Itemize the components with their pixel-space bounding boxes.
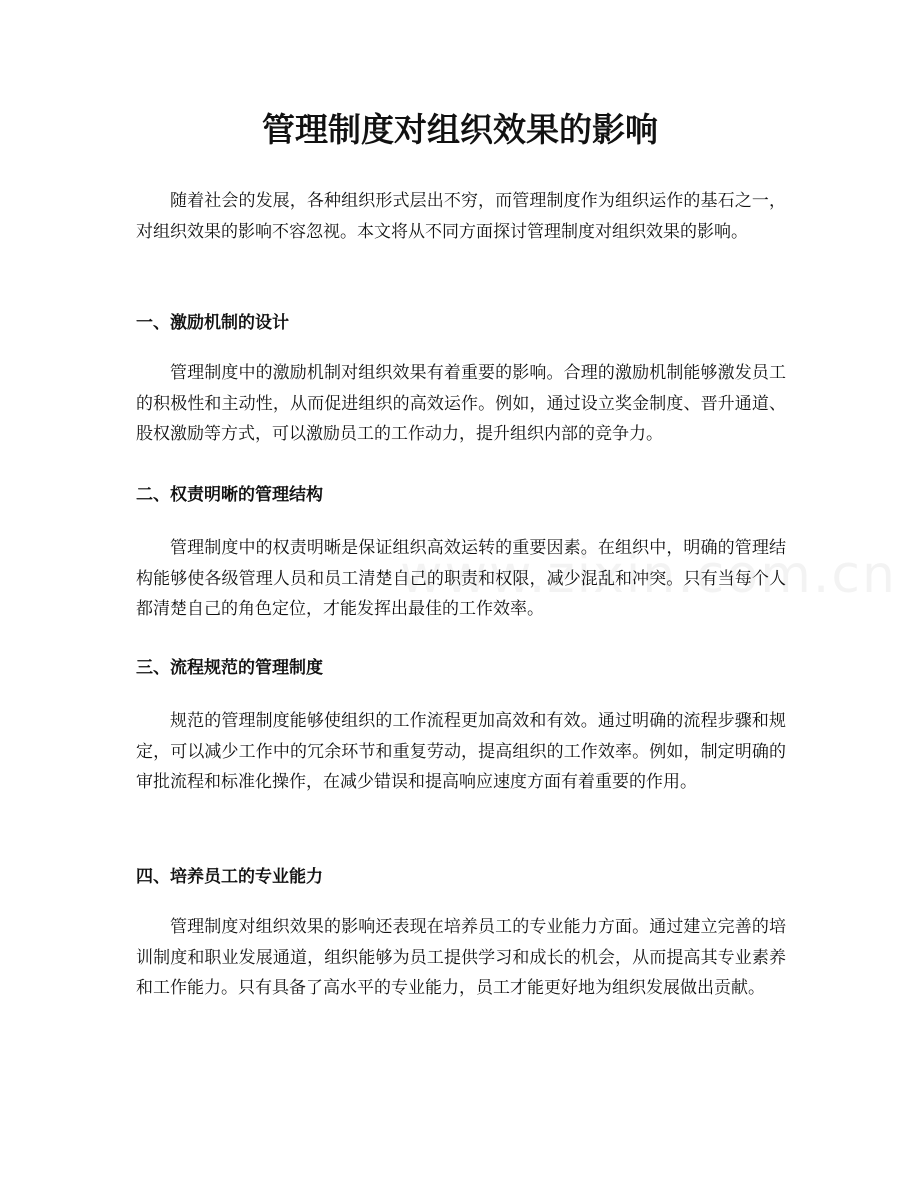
section-body-2: 管理制度中的权责明晰是保证组织高效运转的重要因素。在组织中，明确的管理结构能够使各级管理人员和员工清楚自己的职责和权限，减少混乱和冲突。只有当每个人都清楚自己的角色定位，才能发挥出最佳的工作效率。 (136, 538, 786, 619)
section-body-3: 规范的管理制度能够使组织的工作流程更加高效和有效。通过明确的流程步骤和规定，可以减少工作中的冗余环节和重复劳动，提高组织的工作效率。例如，制定明确的审批流程和标准化操作，在减少错误和提高响应速度方面有着重要的作用。 (136, 711, 786, 792)
document-title: 管理制度对组织效果的影响 (262, 110, 658, 149)
section-body-4: 管理制度对组织效果的影响还表现在培养员工的专业能力方面。通过建立完善的培训制度和职业发展通道，组织能够为员工提供学习和成长的机会，从而提高其专业素养和工作能力。只有具备了高水平的专业能力，员工才能更好地为组织发展做出贡献。 (136, 917, 786, 998)
section-heading-1: 一、激励机制的设计 (136, 313, 289, 333)
section-heading-4: 四、培养员工的专业能力 (136, 867, 323, 887)
intro-paragraph: 随着社会的发展，各种组织形式层出不穷，而管理制度作为组织运作的基石之一，对组织效果的影响不容忽视。本文将从不同方面探讨管理制度对组织效果的影响。 (136, 191, 786, 242)
section-heading-2: 二、权责明晰的管理结构 (136, 485, 323, 505)
section-body-1: 管理制度中的激励机制对组织效果有着重要的影响。合理的激励机制能够激发员工的积极性和主动性，从而促进组织的高效运作。例如，通过设立奖金制度、晋升通道、股权激励等方式，可以激励员工的工作动力，提升组织内部的竞争力。 (136, 363, 786, 444)
section-heading-3: 三、流程规范的管理制度 (136, 658, 323, 678)
